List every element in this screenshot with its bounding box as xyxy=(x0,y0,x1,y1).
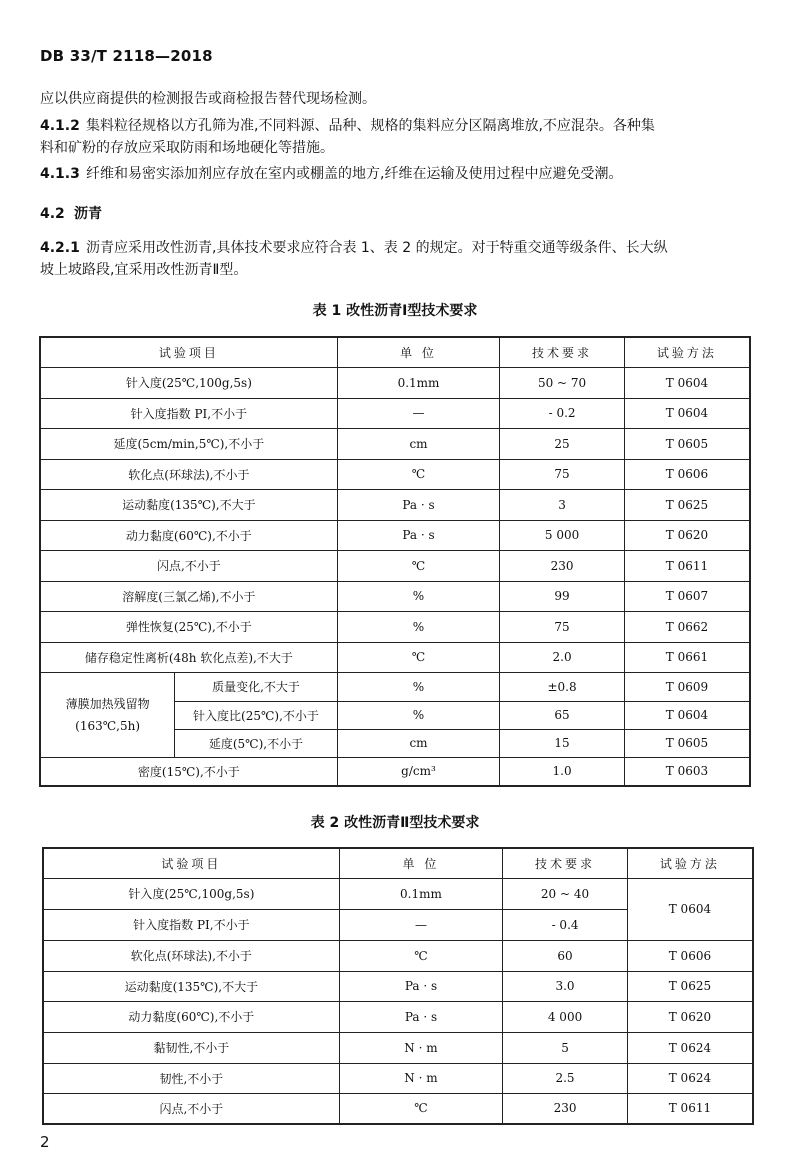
cell-requirement: 75 xyxy=(500,611,625,642)
col-header-method: 试验方法 xyxy=(627,848,753,878)
cell-method: T 0604 xyxy=(624,367,750,398)
table-row xyxy=(40,611,750,642)
cell-item: 运动黏度(135℃),不大于 xyxy=(43,971,339,1001)
cell-requirement: 2.5 xyxy=(503,1063,628,1093)
cell-item: 针入度(25℃,100g,5s) xyxy=(43,878,339,909)
paragraph-continuation xyxy=(40,88,755,110)
clause-number: 4.2.1 xyxy=(40,240,80,256)
cell-unit: N · m xyxy=(339,1032,503,1063)
col-header-unit: 单 位 xyxy=(339,848,503,878)
cell-method: T 0625 xyxy=(627,971,753,1001)
cell-unit: — xyxy=(339,909,503,940)
cell-requirement: 15 xyxy=(500,729,625,757)
cell-item: 韧性,不小于 xyxy=(43,1063,339,1093)
cell-method: T 0625 xyxy=(624,489,750,520)
cell-unit: cm xyxy=(337,428,500,459)
table-row xyxy=(40,672,750,701)
section-title: 沥青 xyxy=(74,206,102,222)
cell-method: T 0604 xyxy=(627,878,753,940)
cell-requirement: 2.0 xyxy=(500,642,625,672)
cell-unit: — xyxy=(337,398,500,428)
table-row xyxy=(43,878,753,909)
cell-method: T 0662 xyxy=(624,611,750,642)
table2-caption: 表 2 改性沥青Ⅱ型技术要求 xyxy=(310,815,480,831)
paragraph-4-1-2 xyxy=(40,115,755,159)
cell-unit: ℃ xyxy=(337,642,500,672)
paragraph-text: 集料粒径规格以方孔筛为准,不同料源、品种、规格的集料应分区隔离堆放,不应混杂。各种集 xyxy=(86,118,655,134)
section-number: 4.2 xyxy=(40,206,65,222)
table-row xyxy=(43,1063,753,1093)
table1-caption: 表 1 改性沥青Ⅰ型技术要求 xyxy=(312,303,478,319)
cell-method: T 0607 xyxy=(624,581,750,611)
cell-item: 延度(5℃),不小于 xyxy=(175,729,338,757)
cell-unit: 0.1mm xyxy=(337,367,500,398)
cell-requirement: 75 xyxy=(500,459,625,489)
table-row xyxy=(40,489,750,520)
col-header-unit: 单 位 xyxy=(337,337,500,367)
table-row xyxy=(43,940,753,971)
paragraph-text: 应以供应商提供的检测报告或商检报告替代现场检测。 xyxy=(40,91,376,107)
cell-requirement: 4 000 xyxy=(503,1001,628,1032)
cell-unit: g/cm³ xyxy=(337,757,500,786)
cell-unit: ℃ xyxy=(339,940,503,971)
table-row xyxy=(40,520,750,550)
cell-unit: % xyxy=(337,581,500,611)
cell-unit: ℃ xyxy=(337,550,500,581)
cell-item: 质量变化,不大于 xyxy=(175,672,338,701)
cell-item: 针入度比(25℃),不小于 xyxy=(175,701,338,729)
cell-method: T 0605 xyxy=(624,428,750,459)
cell-unit: cm xyxy=(337,729,500,757)
table-row xyxy=(43,971,753,1001)
cell-item: 闪点,不小于 xyxy=(43,1093,339,1124)
cell-unit: Pa · s xyxy=(337,520,500,550)
col-header-requirement: 技术要求 xyxy=(500,337,625,367)
table-row xyxy=(43,1001,753,1032)
cell-item: 延度(5cm/min,5℃),不小于 xyxy=(40,428,337,459)
paragraph-text: 沥青应采用改性沥青,具体技术要求应符合表 1、表 2 的规定。对于特重交通等级条件、长大纵 xyxy=(86,240,668,256)
cell-unit: N · m xyxy=(339,1063,503,1093)
cell-unit: % xyxy=(337,672,500,701)
col-header-item: 试验项目 xyxy=(40,337,337,367)
cell-method: T 0624 xyxy=(627,1032,753,1063)
cell-item: 动力黏度(60℃),不小于 xyxy=(40,520,337,550)
paragraph-text: 纤维和易密实添加剂应存放在室内或棚盖的地方,纤维在运输及使用过程中应避免受潮。 xyxy=(86,166,623,182)
table-row xyxy=(40,398,750,428)
cell-group-label xyxy=(40,672,175,757)
cell-unit: ℃ xyxy=(339,1093,503,1124)
table-row xyxy=(40,550,750,581)
table-header-row xyxy=(43,848,753,878)
cell-method: T 0603 xyxy=(624,757,750,786)
paragraph-4-2-1 xyxy=(40,237,755,281)
cell-method: T 0620 xyxy=(624,520,750,550)
section-heading-4-2 xyxy=(40,203,755,225)
cell-item: 软化点(环球法),不小于 xyxy=(43,940,339,971)
paragraph-text: 料和矿粉的存放应采取防雨和场地硬化等措施。 xyxy=(40,140,334,156)
table-row xyxy=(40,459,750,489)
cell-unit: % xyxy=(337,611,500,642)
col-header-requirement: 技术要求 xyxy=(503,848,628,878)
cell-item: 软化点(环球法),不小于 xyxy=(40,459,337,489)
clause-number: 4.1.3 xyxy=(40,166,80,182)
cell-requirement: 5 xyxy=(503,1032,628,1063)
cell-item: 针入度(25℃,100g,5s) xyxy=(40,367,337,398)
group-label-line: (163℃,5h) xyxy=(75,718,141,733)
cell-unit: Pa · s xyxy=(337,489,500,520)
cell-item: 黏韧性,不小于 xyxy=(43,1032,339,1063)
cell-item: 针入度指数 PI,不小于 xyxy=(40,398,337,428)
cell-item: 溶解度(三氯乙烯),不小于 xyxy=(40,581,337,611)
table-row xyxy=(43,1093,753,1124)
cell-requirement: 50 ~ 70 xyxy=(500,367,625,398)
group-label-line: 薄膜加热残留物 xyxy=(65,696,150,711)
cell-method: T 0611 xyxy=(624,550,750,581)
cell-item: 密度(15℃),不小于 xyxy=(40,757,337,786)
cell-requirement: 3 xyxy=(500,489,625,520)
cell-method: T 0611 xyxy=(627,1093,753,1124)
cell-method: T 0605 xyxy=(624,729,750,757)
cell-requirement: ±0.8 xyxy=(500,672,625,701)
cell-item: 动力黏度(60℃),不小于 xyxy=(43,1001,339,1032)
cell-requirement: - 0.4 xyxy=(503,909,628,940)
cell-item: 运动黏度(135℃),不大于 xyxy=(40,489,337,520)
document-header: DB 33/T 2118—2018 xyxy=(40,47,213,65)
cell-requirement: 99 xyxy=(500,581,625,611)
cell-unit: 0.1mm xyxy=(339,878,503,909)
col-header-item: 试验项目 xyxy=(43,848,339,878)
page-number: 2 xyxy=(40,1133,50,1151)
cell-unit: ℃ xyxy=(337,459,500,489)
cell-unit: Pa · s xyxy=(339,1001,503,1032)
cell-requirement: - 0.2 xyxy=(500,398,625,428)
cell-requirement: 65 xyxy=(500,701,625,729)
cell-method: T 0624 xyxy=(627,1063,753,1093)
cell-requirement: 20 ~ 40 xyxy=(503,878,628,909)
table-row xyxy=(40,757,750,786)
cell-item: 针入度指数 PI,不小于 xyxy=(43,909,339,940)
cell-method: T 0606 xyxy=(624,459,750,489)
cell-method: T 0604 xyxy=(624,398,750,428)
cell-unit: % xyxy=(337,701,500,729)
cell-method: T 0609 xyxy=(624,672,750,701)
cell-requirement: 230 xyxy=(500,550,625,581)
clause-number: 4.1.2 xyxy=(40,118,80,134)
table-row xyxy=(40,428,750,459)
cell-item: 储存稳定性离析(48h 软化点差),不大于 xyxy=(40,642,337,672)
cell-requirement: 230 xyxy=(503,1093,628,1124)
paragraph-text: 坡上坡路段,宜采用改性沥青Ⅱ型。 xyxy=(40,262,248,278)
cell-method: T 0606 xyxy=(627,940,753,971)
cell-method: T 0604 xyxy=(624,701,750,729)
cell-requirement: 5 000 xyxy=(500,520,625,550)
cell-requirement: 25 xyxy=(500,428,625,459)
cell-unit: Pa · s xyxy=(339,971,503,1001)
cell-requirement: 60 xyxy=(503,940,628,971)
cell-item: 弹性恢复(25℃),不小于 xyxy=(40,611,337,642)
cell-method: T 0620 xyxy=(627,1001,753,1032)
col-header-method: 试验方法 xyxy=(624,337,750,367)
paragraph-4-1-3 xyxy=(40,163,755,185)
table1 xyxy=(39,336,751,787)
cell-requirement: 3.0 xyxy=(503,971,628,1001)
table-row xyxy=(43,1032,753,1063)
table2 xyxy=(42,847,754,1125)
table-row xyxy=(40,367,750,398)
cell-method: T 0661 xyxy=(624,642,750,672)
table-row xyxy=(40,642,750,672)
cell-requirement: 1.0 xyxy=(500,757,625,786)
cell-item: 闪点,不小于 xyxy=(40,550,337,581)
table-row xyxy=(40,581,750,611)
table-header-row xyxy=(40,337,750,367)
